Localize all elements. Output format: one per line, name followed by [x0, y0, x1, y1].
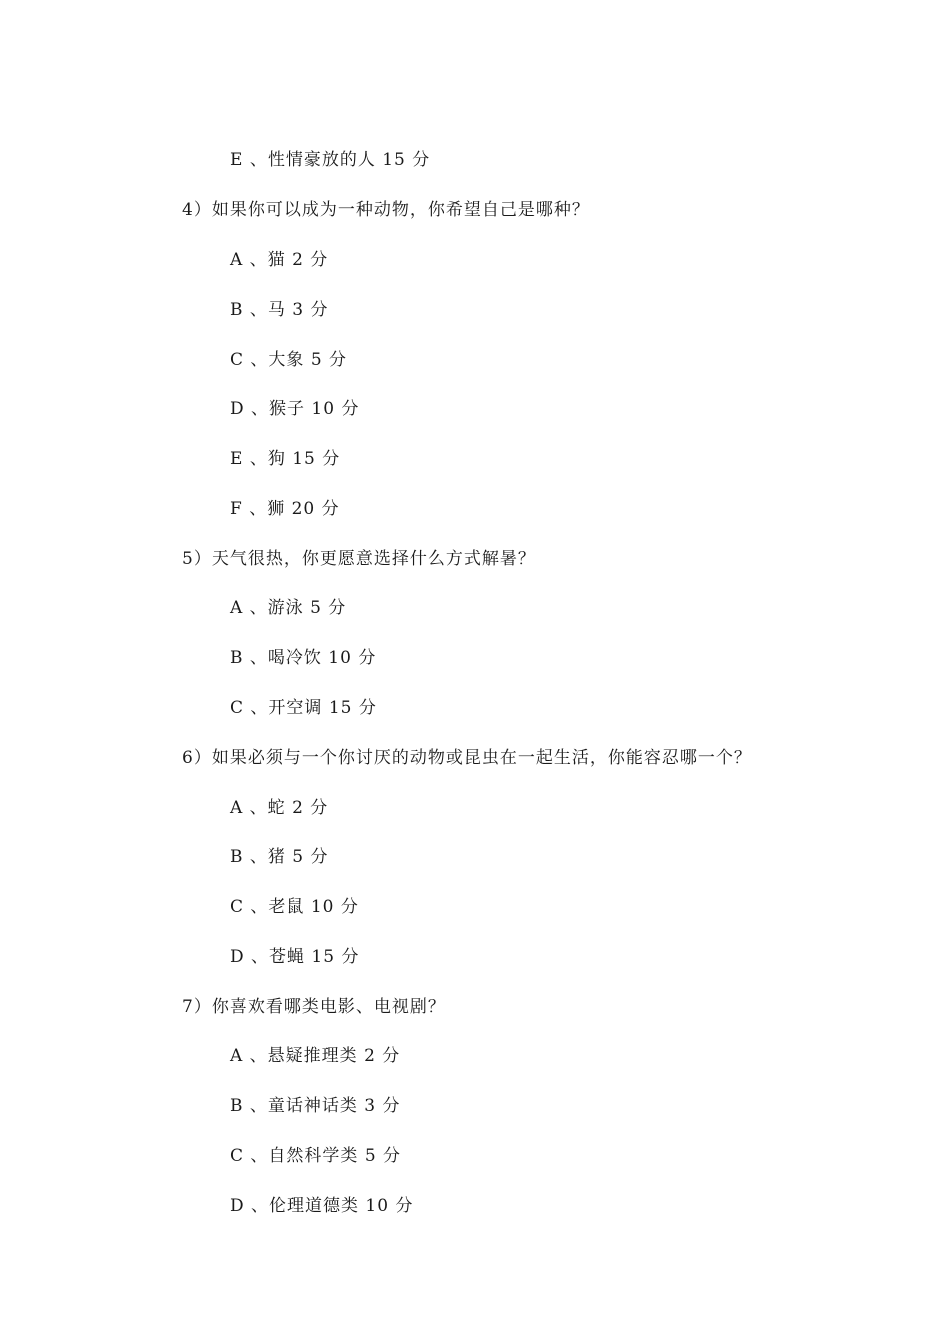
- question-line: 4）如果你可以成为一种动物，你希望自己是哪种？: [182, 200, 590, 220]
- option-line: C 、大象 5 分: [230, 350, 348, 370]
- question-line: 7）你喜欢看哪类电影、电视剧？: [182, 997, 446, 1017]
- option-line: B 、猪 5 分: [230, 847, 329, 867]
- option-line: A 、蛇 2 分: [230, 798, 329, 818]
- option-line: E 、狗 15 分: [230, 449, 341, 469]
- option-line: C 、开空调 15 分: [230, 698, 377, 718]
- option-line: F 、狮 20 分: [230, 499, 340, 519]
- option-line: C 、自然科学类 5 分: [230, 1146, 402, 1166]
- option-line: A 、猫 2 分: [230, 250, 329, 270]
- question-line: 6）如果必须与一个你讨厌的动物或昆虫在一起生活，你能容忍哪一个？: [182, 748, 752, 768]
- option-line: B 、马 3 分: [230, 300, 329, 320]
- option-line: E 、性情豪放的人 15 分: [230, 150, 431, 170]
- option-line: B 、喝冷饮 10 分: [230, 648, 377, 668]
- option-line: D 、猴子 10 分: [230, 399, 360, 419]
- option-line: D 、伦理道德类 10 分: [230, 1196, 414, 1216]
- option-line: D 、苍蝇 15 分: [230, 947, 360, 967]
- question-line: 5）天气很热，你更愿意选择什么方式解暑？: [182, 549, 536, 569]
- option-line: A 、悬疑推理类 2 分: [230, 1046, 401, 1066]
- option-line: A 、游泳 5 分: [230, 598, 347, 618]
- option-line: C 、老鼠 10 分: [230, 897, 359, 917]
- option-line: B 、童话神话类 3 分: [230, 1096, 401, 1116]
